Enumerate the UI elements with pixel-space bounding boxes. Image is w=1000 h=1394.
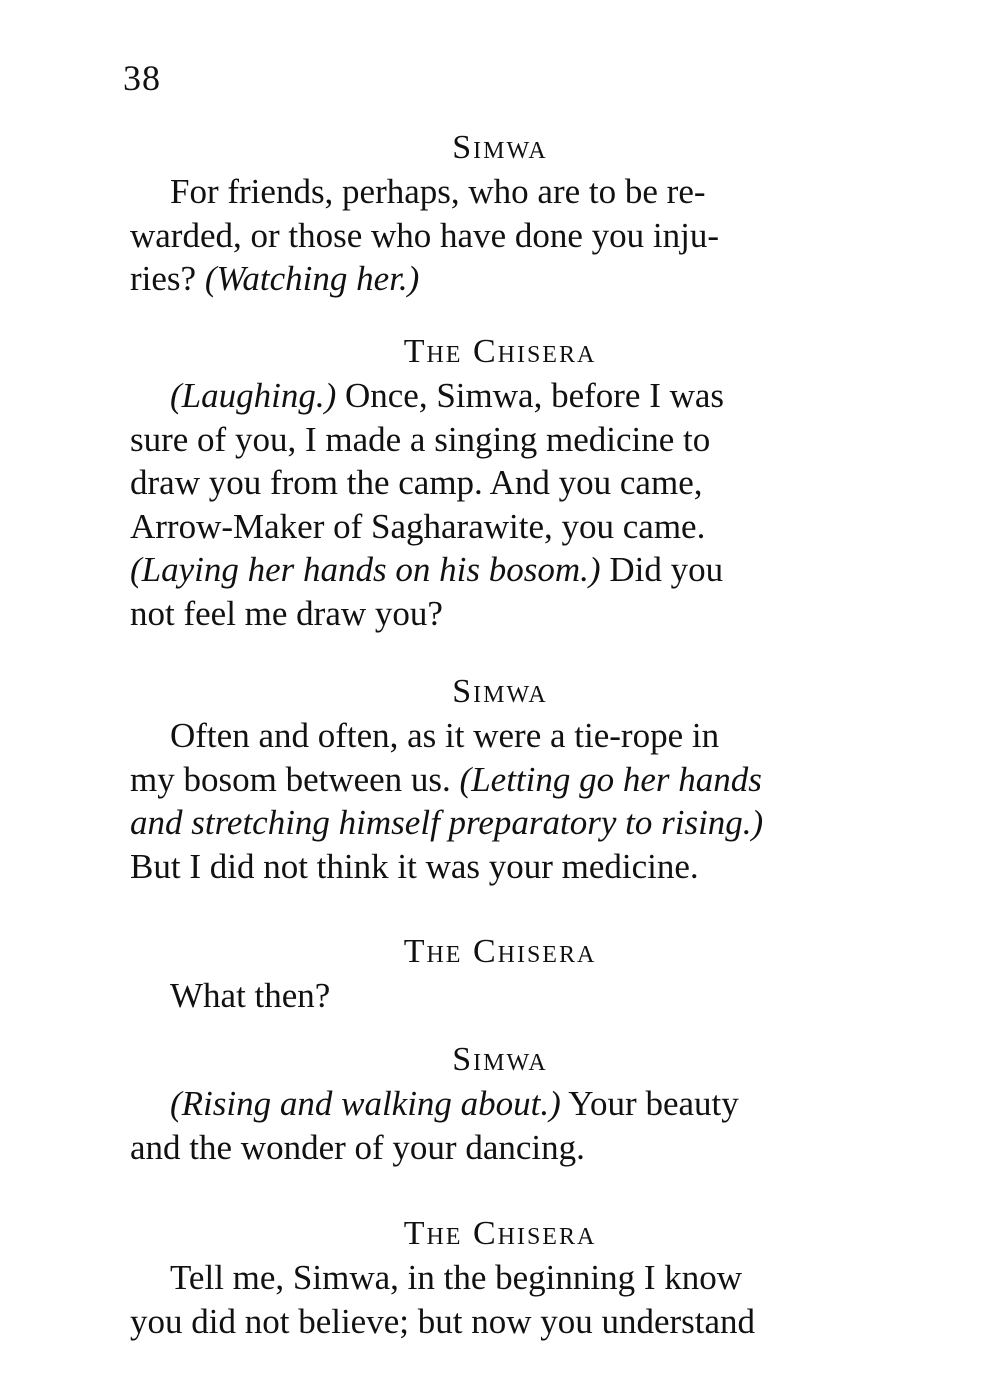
speaker-heading: Simwa [452,673,548,710]
dialogue-line: For friends, perhaps, who are to be re- [170,172,706,211]
dialogue-line: Often and often, as it were a tie-rope in [170,716,720,755]
dialogue-line [130,548,884,592]
dialogue-line: What then? [170,976,331,1015]
speaker-heading: The Chisera [403,333,597,370]
speaker-heading: The Chisera [403,933,597,970]
dialogue-paragraph [130,374,884,635]
stage-direction: (Letting go her hands [459,759,762,799]
dialogue-line [130,758,884,802]
stage-direction: (Laying her hands on his bosom.) [130,550,601,589]
dialogue-paragraph [130,1256,884,1343]
speaker-heading: Simwa [452,1041,548,1078]
dialogue-line: But I did not think it was your medicine. [130,846,699,886]
dialogue-line: sure of you, I made a singing medicine to [130,419,711,459]
dialogue-line: not feel me draw you? [130,593,443,633]
dialogue-paragraph [130,974,884,1018]
dialogue-text: ries? [130,259,197,298]
dialogue-line: you did not believe; but now you understand [130,1301,756,1341]
dialogue-line: warded, or those who have done you inju- [130,215,720,255]
dialogue-line: draw you from the camp. And you came, [130,463,703,502]
speaker-heading: Simwa [452,129,548,166]
dialogue-text: my bosom between us. [130,759,451,799]
dialogue-line [130,374,884,418]
dialogue-paragraph [130,1082,884,1169]
dialogue-text: Your beauty [568,1084,739,1123]
page-number: 38 [123,58,161,98]
stage-direction: (Rising and walking about.) [170,1084,561,1123]
dialogue-line: and the wonder of your dancing. [130,1127,585,1167]
dialogue-line: Arrow-Maker of Sagharawite, you came. [130,506,706,546]
dialogue-line: Tell me, Simwa, in the beginning I know [170,1258,743,1297]
dialogue-paragraph [130,170,884,301]
dialogue-text: Once, Simwa, before I was [345,376,725,415]
stage-direction: (Laughing.) [170,376,337,415]
stage-direction: and stretching himself preparatory to rising.) [130,803,764,842]
stage-direction: (Watching her.) [204,259,420,298]
dialogue-text: Did you [609,550,724,589]
speaker-heading: The Chisera [403,1215,597,1252]
dialogue-line [130,1082,884,1126]
dialogue-paragraph [130,714,884,888]
dialogue-line [130,257,884,301]
